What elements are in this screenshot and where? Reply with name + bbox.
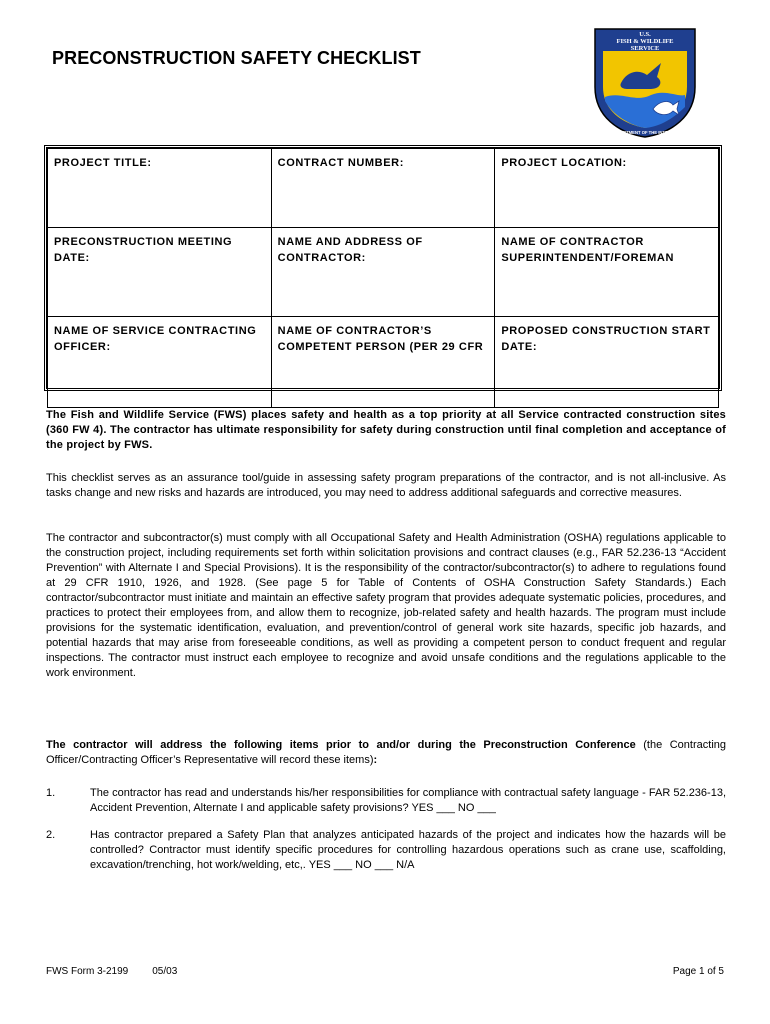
contractor-address-field[interactable]: NAME AND ADDRESS OF CONTRACTOR: (271, 228, 495, 317)
project-title-field[interactable]: PROJECT TITLE: (48, 149, 272, 228)
item-number: 2. (46, 829, 56, 841)
osha-compliance-paragraph: The contractor and subcontractor(s) must comply with all Occupational Safety and Health Administration (OSHA) regulations applicable to the construction project, including requirements set forth within solicitation provisions and contract clauses (e.g., FAR 52.236-13 “Accident Prevention” with Alternate I and Special Provisions). It is the responsibility of the contractor/subcontractor(s) to adhere to regulations found at 29 CFR 1910, 1926, and 1928. (See page 5 for Table of Contents of OSHA Construction Safety Standards.) Each contractor/subcontractor must initiate and maintain an effective safety program that provides adequate systematic policies, procedures, and practices to protect their employees from, and allow them to recognize, job-related safety and health hazards. The program must include provisions for the systematic identification, evaluation, and prevention/control of general work site hazards, specific job hazards, and potential hazards that may arise from foreseeable conditions, as well as providing a competent person to conduct frequent and regular inspections. The contractor must instruct each employee to recognize and avoid unsafe conditions and the regulations applicable to the work environment. (46, 532, 726, 679)
logo-text-3: SERVICE (630, 45, 660, 52)
logo-text-2: FISH & WILDLIFE (616, 38, 674, 45)
meeting-date-field[interactable]: PRECONSTRUCTION MEETING DATE: (48, 228, 272, 317)
conference-intro-normal: (the Contracting Officer/Contracting Officer’s Representative will record these items) (46, 739, 726, 766)
conference-intro-bold: The contractor will address the following items prior to and/or during the Preconstruction Conference (46, 739, 636, 751)
conference-items-intro (46, 738, 726, 768)
form-date: 05/03 (152, 966, 178, 977)
contracting-officer-field[interactable]: NAME OF SERVICE CONTRACTING OFFICER: (48, 317, 272, 408)
item-text: The contractor has read and understands his/her responsibilities for compliance with contractual safety language - FAR 52.236-13, Accident Prevention, Alternate I and applicable safety provisions? YES ___ NO ___ (90, 787, 726, 814)
page-number: Page 1 of 5 (672, 966, 724, 977)
form-id: FWS Form 3-2199 (46, 966, 129, 977)
logo-ring-text: DEPARTMENT OF THE INTERIOR (611, 130, 679, 135)
fws-logo (591, 25, 699, 140)
fws-safety-priority-paragraph: The Fish and Wildlife Service (FWS) places safety and health as a top priority at all Service contracted construction sites (360 FW 4). The contractor has ultimate responsibility for safety during construction until final completion and acceptance of the project by FWS. (46, 409, 726, 451)
form-number (46, 966, 177, 977)
item-number: 1. (46, 787, 56, 799)
contract-number-field[interactable]: CONTRACT NUMBER: (271, 149, 495, 228)
project-info-table (44, 145, 722, 391)
conference-intro-colon: : (373, 754, 378, 766)
logo-text-1: U.S. (639, 31, 651, 38)
superintendent-field[interactable]: NAME OF CONTRACTOR SUPERINTENDENT/FOREMAN (495, 228, 719, 317)
item-text: Has contractor prepared a Safety Plan that analyzes anticipated hazards of the project and indicates how the hazards will be controlled? Contractor must identify specific procedures for controlling hazardous operations such as crane use, scaffolding, excavation/trenching, hot work/welding, etc,. YES ___ NO ___ N/A (90, 829, 726, 871)
checklist-purpose-paragraph: This checklist serves as an assurance tool/guide in assessing safety program preparations of the contractor, and is not all-inclusive. As tasks change and new risks and hazards are introduced, you may need to address additional safeguards and corrective measures. (46, 472, 726, 499)
page-title: PRECONSTRUCTION SAFETY CHECKLIST (52, 48, 421, 68)
start-date-field[interactable]: PROPOSED CONSTRUCTION START DATE: (495, 317, 719, 408)
project-location-field[interactable]: PROJECT LOCATION: (495, 149, 719, 228)
competent-person-field[interactable]: NAME OF CONTRACTOR’S COMPETENT PERSON (PER 29 CFR (271, 317, 495, 408)
